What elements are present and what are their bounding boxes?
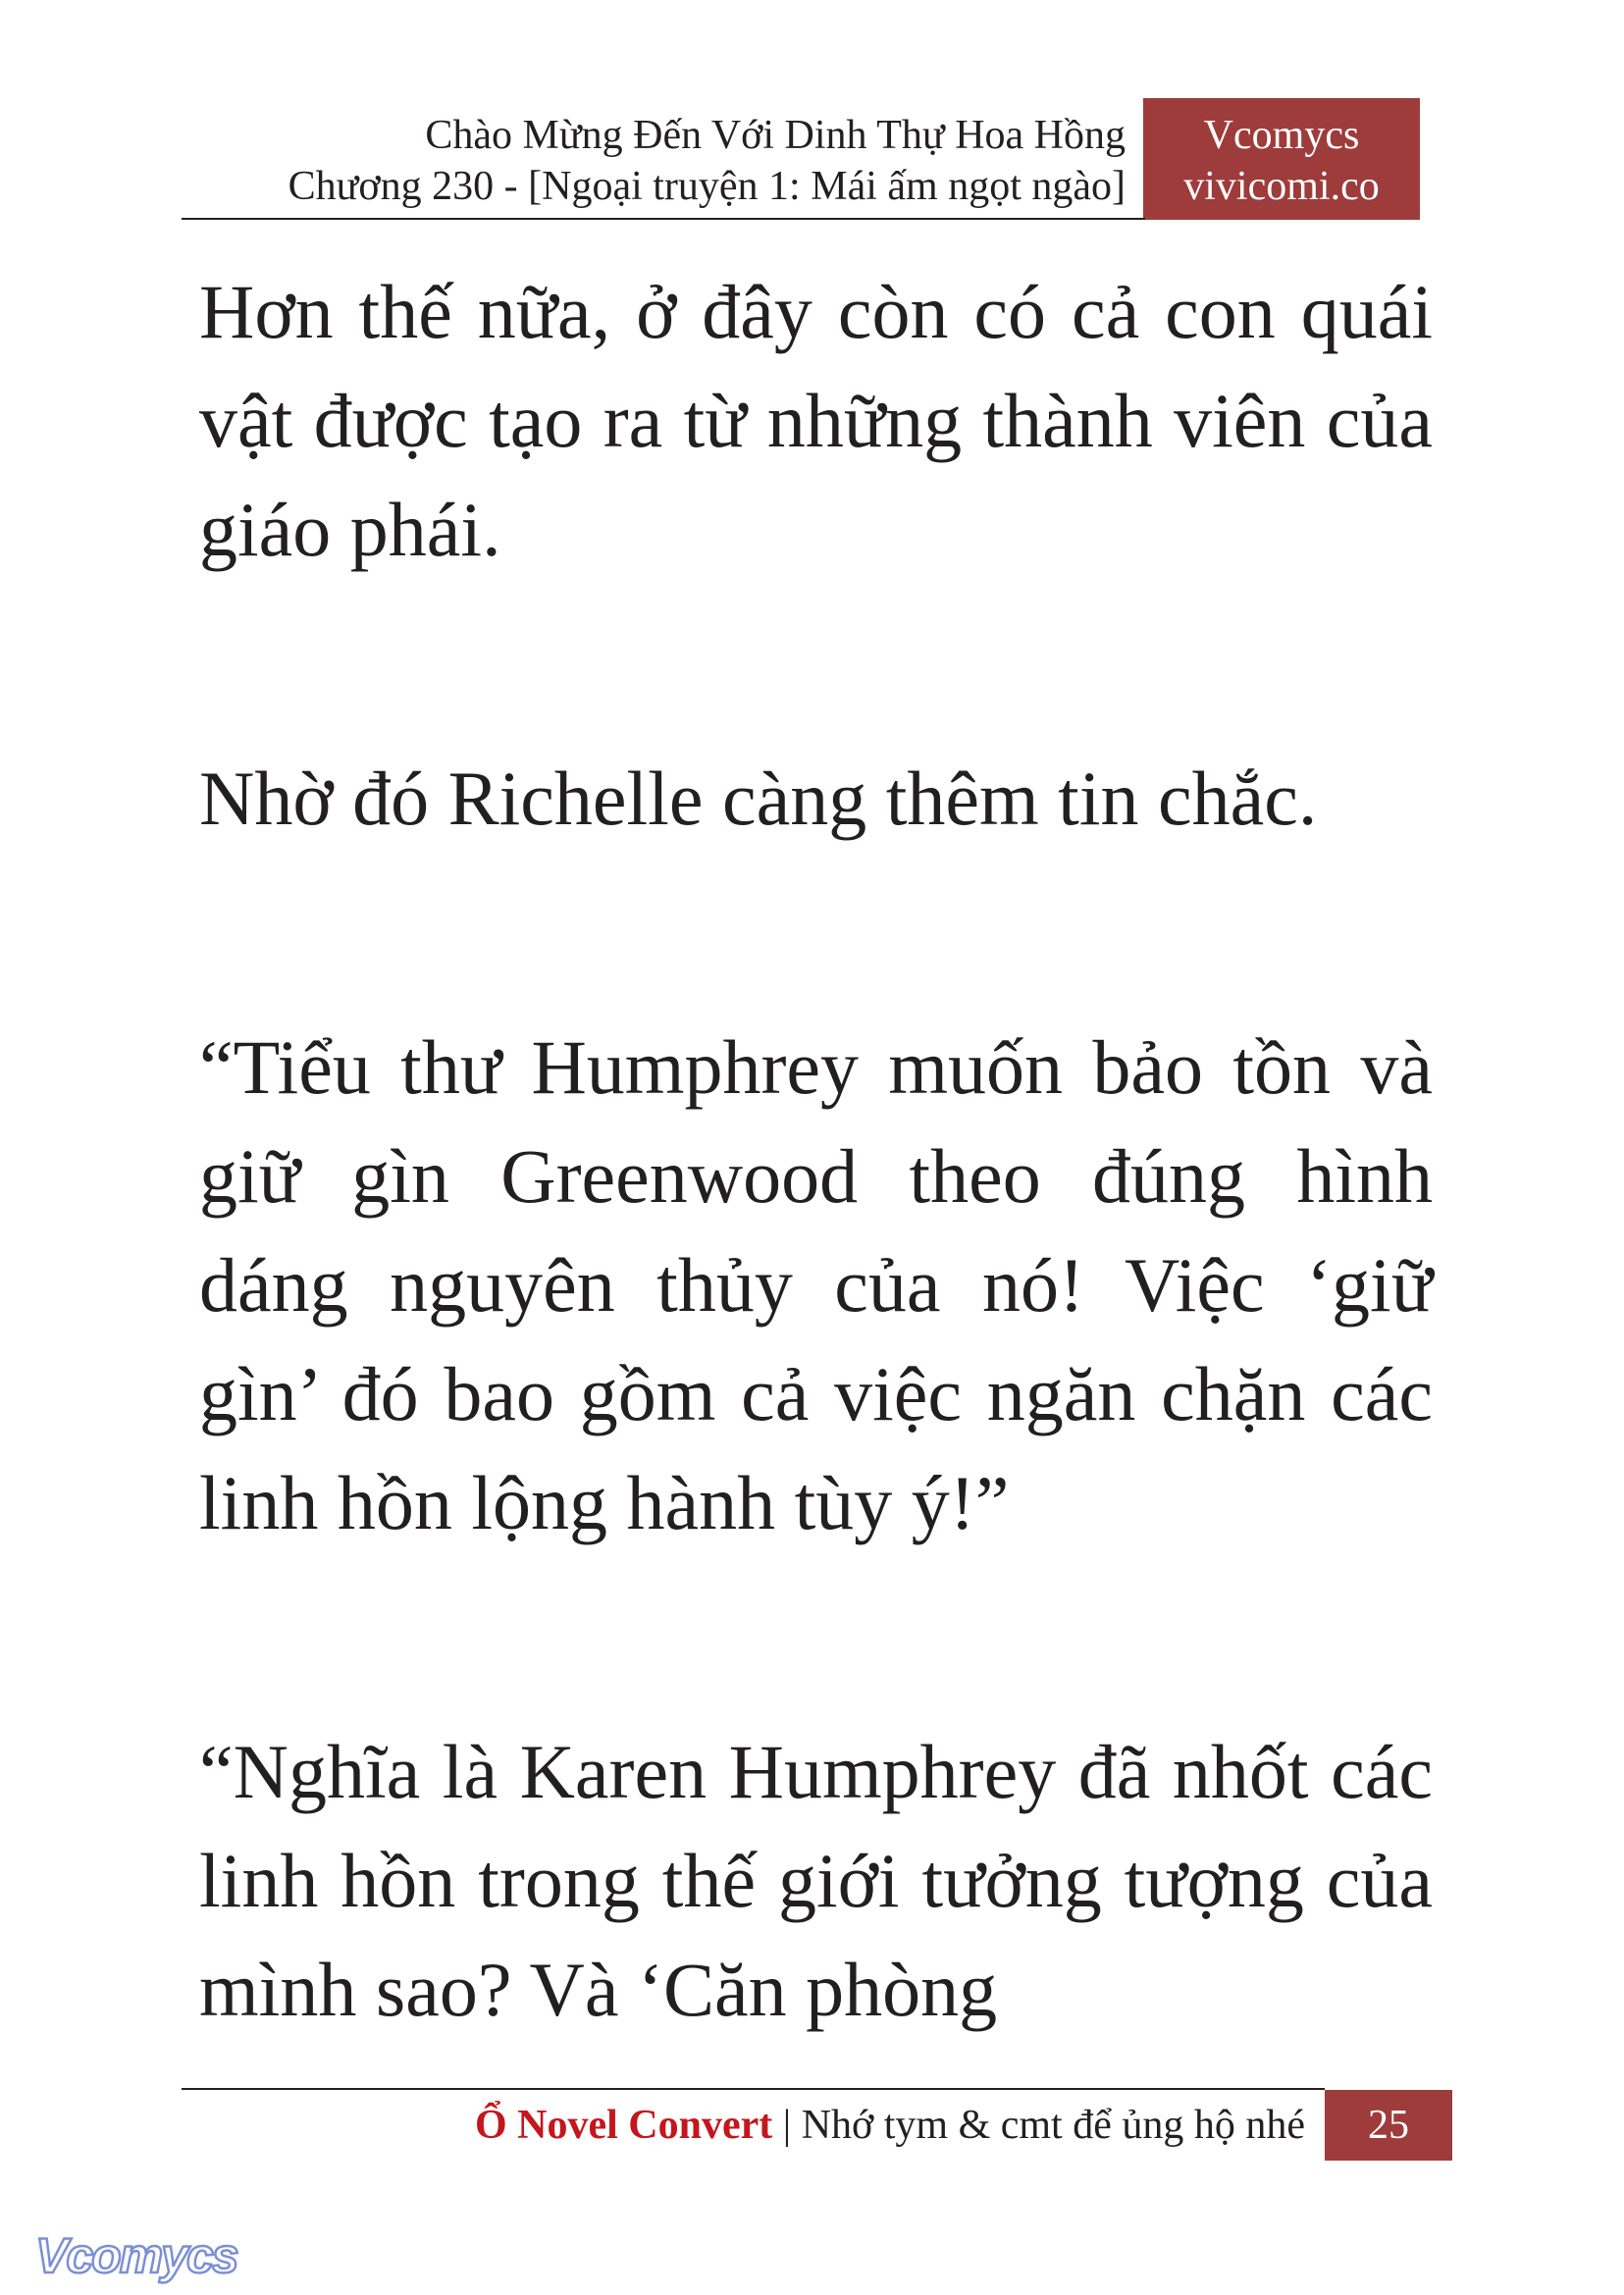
paragraph: Hơn thế nữa, ở đây còn có cả con quái vật được tạo ra từ những thành viên của giáo phái. bbox=[199, 269, 1433, 572]
paragraph: Nhờ đó Richelle càng thêm tin chắc. bbox=[199, 756, 1318, 841]
paragraph: “Nghĩa là Karen Humphrey đã nhốt các linh hồn trong thế giới tưởng tượng của mình sao? Và ‘Căn phòng bbox=[199, 1729, 1433, 2032]
footer-text bbox=[475, 2100, 1305, 2151]
page-number: 25 bbox=[1325, 2090, 1452, 2161]
footer-message: Nhớ tym & cmt để ủng hộ nhé bbox=[801, 2103, 1305, 2148]
page-content bbox=[199, 257, 1433, 2044]
header-badge bbox=[1143, 98, 1420, 220]
page-footer bbox=[182, 2090, 1452, 2161]
header-divider bbox=[182, 218, 1145, 220]
watermark-text: Vcomycs bbox=[35, 2228, 237, 2283]
badge-site: vivicomi.co bbox=[1183, 164, 1380, 209]
paragraph: “Tiểu thư Humphrey muốn bảo tồn và giữ gìn Greenwood theo đúng hình dáng nguyên thủy của nó! Việc ‘giữ gìn’ đó bao gồm cả việc ngăn chặn các linh hồn lộng hành tùy ý!” bbox=[199, 1024, 1433, 1545]
vcomycs-logo-graphic bbox=[31, 2225, 257, 2286]
header-titles bbox=[288, 110, 1126, 212]
footer-brand: Ổ Novel Convert bbox=[474, 2103, 773, 2148]
badge-brand: Vcomycs bbox=[1203, 113, 1360, 158]
page-header bbox=[182, 98, 1420, 220]
footer-separator: | bbox=[782, 2103, 792, 2148]
book-title: Chào Mừng Đến Với Dinh Thự Hoa Hồng bbox=[425, 113, 1126, 158]
vcomycs-logo bbox=[31, 2225, 257, 2291]
chapter-title: Chương 230 - [Ngoại truyện 1: Mái ấm ngọt ngào] bbox=[288, 164, 1126, 209]
